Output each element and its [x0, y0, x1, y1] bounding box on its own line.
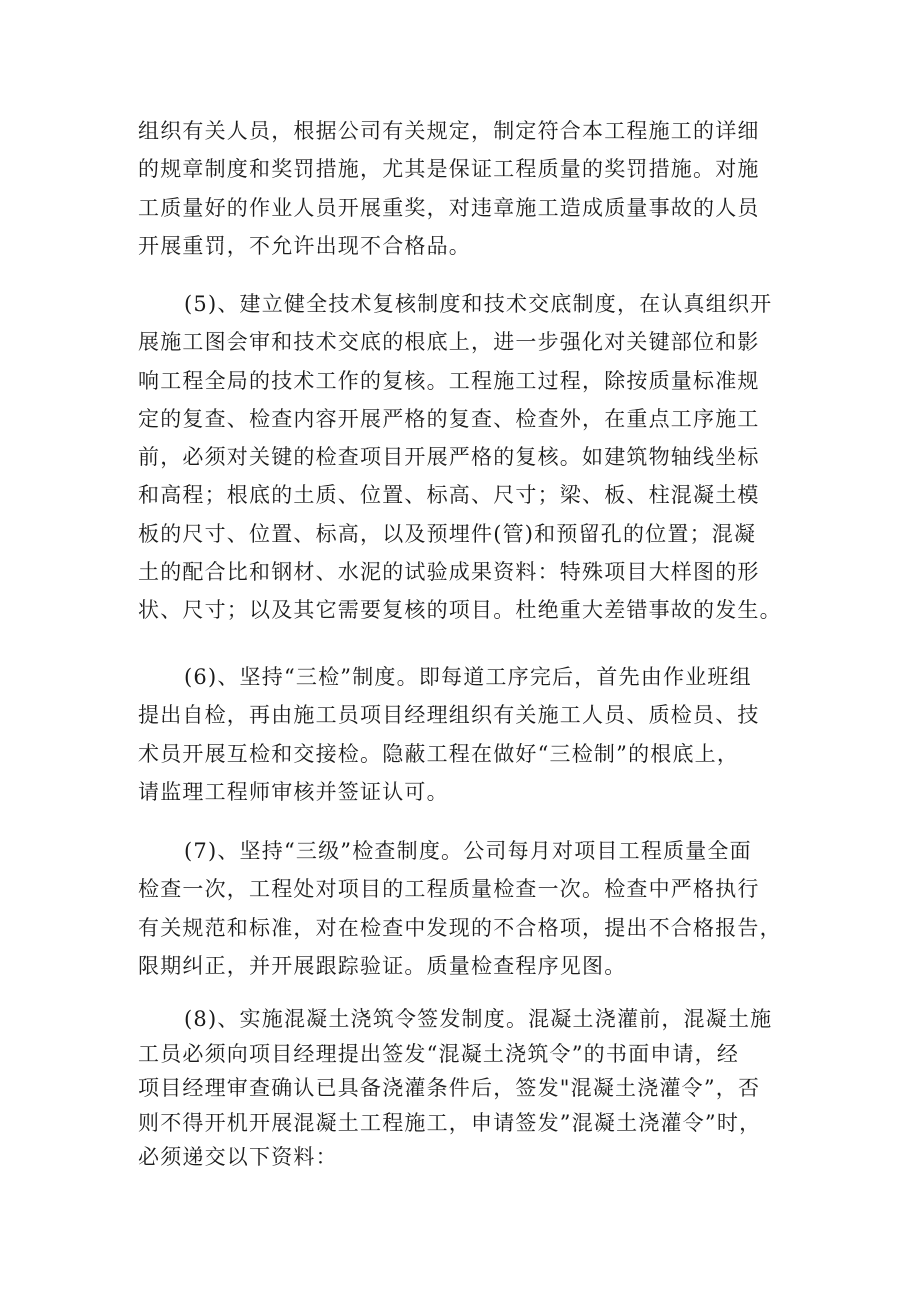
paragraph-1	[138, 112, 818, 265]
text-line: 必须递交以下资料：	[138, 1145, 338, 1169]
text-line: 提出自检，再由施工员项目经理组织有关施工人员、质检员、技	[138, 703, 760, 728]
text-line: 前，必须对关键的检查项目开展严格的复核。如建筑物轴线坐标	[138, 445, 760, 470]
text-line: 响工程全局的技术工作的复核。工程施工过程，除按质量标准规	[138, 368, 760, 393]
text-line: 展施工图会审和技术交底的根底上，进一步强化对关键部位和影	[138, 330, 760, 355]
text-line: (7)、坚持“三级”检查制度。公司每月对项目工程质量全面	[184, 839, 752, 863]
text-line: 工质量好的作业人员开展重奖，对违章施工造成质量事故的人员	[138, 195, 760, 220]
text-line: 检查一次，工程处对项目的工程质量检查一次。检查中严格执行	[138, 877, 760, 902]
text-line: 术员开展互检和交接检。隐蔽工程在做好“三检制”的根底上，	[138, 741, 740, 766]
text-line: 则不得开机开展混凝土工程施工，申请签发”混凝土浇灌令”时，	[138, 1110, 762, 1135]
text-line: 定的复查、检查内容开展严格的复查、检查外，在重点工序施工	[138, 406, 760, 431]
text-line: 和高程；根底的土质、位置、标高、尺寸；梁、板、柱混凝土模	[138, 483, 760, 508]
text-line: (5)、建立健全技术复核制度和技术交底制度，在认真组织开	[184, 292, 773, 316]
text-line: 限期纠正，并开展跟踪验证。质量检查程序见图。	[138, 953, 627, 978]
paragraph-8	[138, 1002, 818, 1175]
text-line: 组织有关人员，根据公司有关规定，制定符合本工程施工的详细	[138, 119, 760, 143]
paragraph-5	[138, 285, 818, 630]
text-line: 的规章制度和奖罚措施，尤其是保证工程质量的奖罚措施。对施	[138, 157, 760, 182]
text-line: 请监理工程师审核并签证认可。	[138, 779, 449, 804]
text-line: 状、尺寸；以及其它需要复核的项目。杜绝重大差错事故的发生。	[138, 598, 782, 623]
text-line: 土的配合比和钢材、水泥的试验成果资料：特殊项目大样图的形	[138, 560, 760, 585]
text-line: 有关规范和标准，对在检查中发现的不合格项，提出不合格报告，	[138, 915, 782, 940]
paragraph-7	[138, 832, 818, 985]
text-line: (6)、坚持“三检”制度。即每道工序完后，首先由作业班组	[184, 665, 752, 689]
text-line: 工员必须向项目经理提出签发“混凝土浇筑令”的书面申请，经	[138, 1041, 740, 1066]
text-line: 开展重罚，不允许出现不合格品。	[138, 233, 471, 258]
text-line: 项目经理审查确认已具备浇灌条件后，签发"混凝土浇灌令”，否	[138, 1076, 761, 1100]
text-line: 板的尺寸、位置、标高，以及预埋件(管)和预留孔的位置；混凝	[138, 521, 757, 546]
paragraph-6	[138, 658, 818, 811]
text-line: (8)、实施混凝土浇筑令签发制度。混凝土浇灌前，混凝土施	[184, 1007, 773, 1031]
